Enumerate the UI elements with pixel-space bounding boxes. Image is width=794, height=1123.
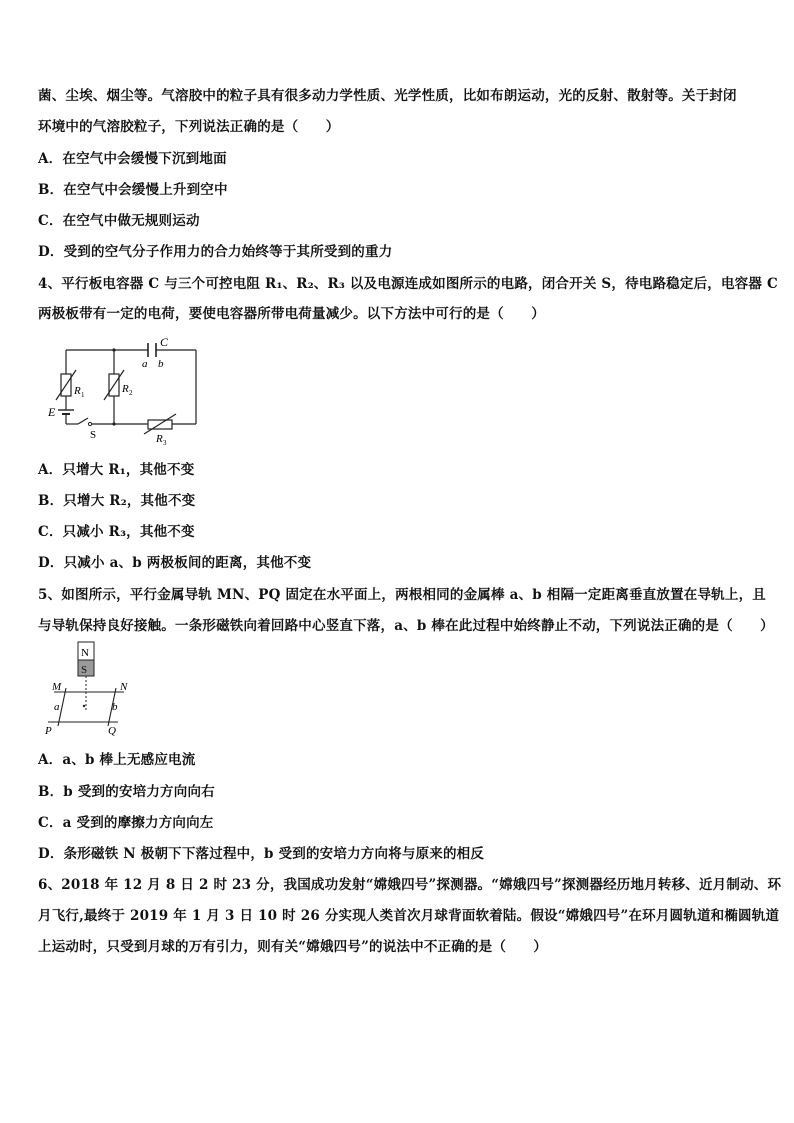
q4-option-d: D．只减小 a、b 两极板间的距离，其他不变: [38, 555, 312, 571]
q4-option-a: A．只增大 R₁，其他不变: [38, 462, 195, 478]
q4-label-r3-sub: 3: [163, 439, 167, 446]
q5-rails-magnet-diagram: [44, 640, 144, 738]
q4-label-e: E: [48, 405, 56, 419]
q5-stem-line1: 5、如图所示，平行金属导轨 MN、PQ 固定在水平面上，两根相同的金属棒 a、b 相隔一定距离垂直放置在导轨上，且: [38, 587, 766, 603]
q4-label-r1-sub: 1: [81, 391, 85, 399]
q3-option-b: B．在空气中会缓慢上升到空中: [38, 182, 228, 198]
q5-label-b: b: [112, 701, 118, 713]
q5-stem-line2: 与导轨保持良好接触。一条形磁铁向着回路中心竖直下落，a、b 棒在此过程中始终静止不动，下列说法正确的是（ ）: [38, 618, 774, 634]
q5-label-m: M: [52, 681, 62, 693]
q5-label-p: P: [45, 725, 52, 737]
q4-junction-bottom: [112, 422, 115, 425]
q5-option-b: B．b 受到的安培力方向向右: [38, 784, 215, 800]
q3-stem-line2: 环境中的气溶胶粒子，下列说法正确的是（ ）: [38, 119, 340, 135]
q3-option-a: A．在空气中会缓慢下沉到地面: [38, 151, 227, 167]
q4-option-b: B．只增大 R₂，其他不变: [38, 493, 196, 509]
q4-label-r1: R: [74, 385, 81, 397]
q4-label-a: a: [142, 358, 148, 370]
q5-option-d: D．条形磁铁 N 极朝下下落过程中，b 受到的安培力方向将与原来的相反: [38, 846, 485, 862]
q4-option-c: C．只减小 R₃，其他不变: [38, 524, 195, 540]
q3-stem-line1: 菌、尘埃、烟尘等。气溶胶中的粒子具有很多动力学性质、光学性质，比如布朗运动，光的反射、散射等。关于封闭: [38, 88, 737, 104]
q3-option-d: D．受到的空气分子作用力的合力始终等于其所受到的重力: [38, 244, 393, 260]
q4-stem-line2: 两极板带有一定的电荷，要使电容器所带电荷量减少。以下方法中可行的是（ ）: [38, 306, 545, 322]
q6-stem-line2: 月飞行,最终于 2019 年 1 月 3 日 10 时 26 分实现人类首次月球背面软着陆。假设“嫦娥四号”在环月圆轨道和椭圆轨道: [38, 908, 780, 924]
q5-label-n: N: [120, 681, 128, 693]
q5-option-c: C．a 受到的摩擦力方向向左: [38, 815, 214, 831]
q5-label-magnet-n: N: [81, 647, 89, 659]
q3-option-c: C．在空气中做无规则运动: [38, 213, 200, 229]
q4-label-r2: R: [122, 383, 129, 395]
q5-label-q: Q: [108, 725, 116, 737]
q4-label-s: S: [90, 429, 97, 441]
q4-circuit-diagram: [44, 334, 204, 446]
q6-stem-line1: 6、2018 年 12 月 8 日 2 时 23 分，我国成功发射“嫦娥四号”探测器。“嫦娥四号”探测器经历地月转移、近月制动、环: [38, 877, 782, 893]
q5-label-a: a: [54, 701, 60, 713]
q4-label-r2-sub: 2: [129, 389, 133, 397]
q5-option-a: A．a、b 棒上无感应电流: [38, 752, 196, 768]
q4-label-c: C: [160, 335, 169, 349]
q4-junction-top: [112, 348, 115, 351]
q5-label-magnet-s: S: [81, 664, 88, 676]
q4-label-b: b: [158, 358, 164, 370]
q4-stem-line1: 4、平行板电容器 C 与三个可控电阻 R₁、R₂、R₃ 以及电源连成如图所示的电路，闭合开关 S，待电路稳定后，电容器 C: [38, 276, 778, 292]
q4-label-r3: R: [156, 433, 163, 445]
q6-stem-line3: 上运动时，只受到月球的万有引力，则有关“嫦娥四号”的说法中不正确的是（ ）: [38, 939, 548, 955]
